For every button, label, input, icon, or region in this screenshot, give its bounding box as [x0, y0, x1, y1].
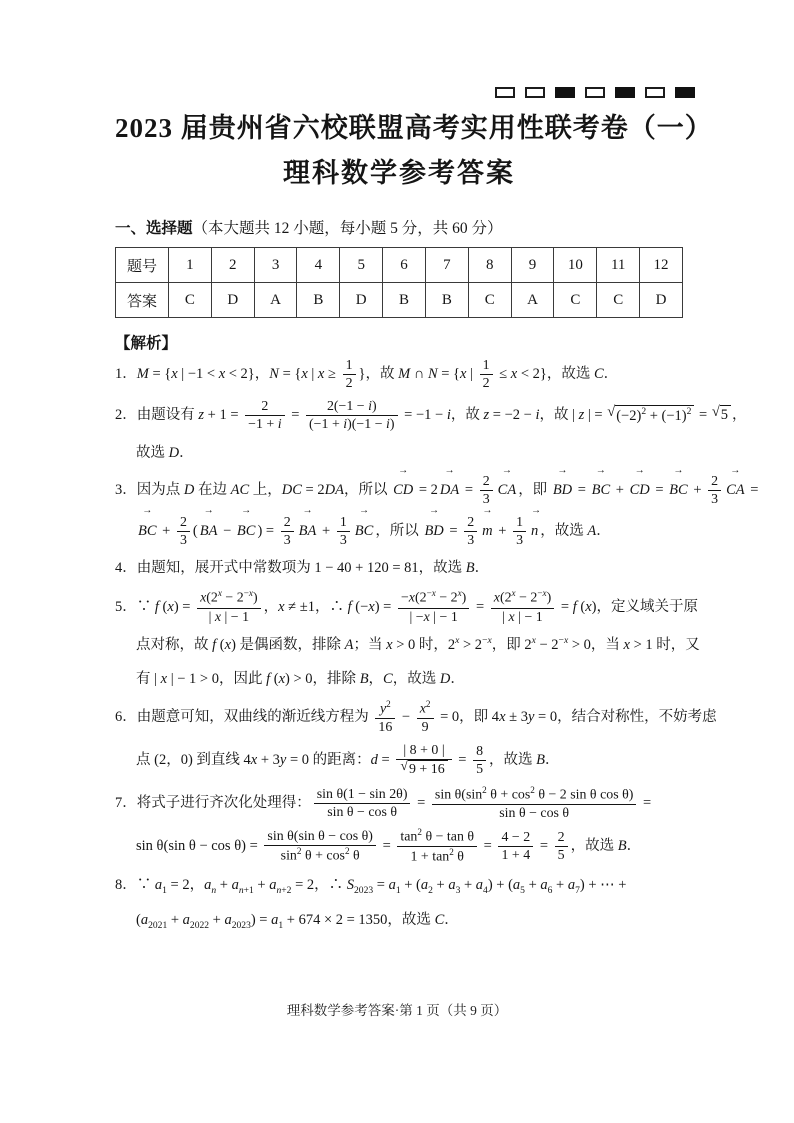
question-number-cell: 9: [511, 248, 554, 283]
solution-line: 点对称，故 f (x) 是偶函数，排除 A；当 x > 0 时，$2^x > 2^{-x}$，即 $2^x - 2^{-x} > 0$，当 x > 1 时，又: [136, 635, 700, 653]
answer-cell: B: [425, 283, 468, 318]
vector-overarrow: → BD: [424, 516, 443, 547]
answer-cell: C: [597, 283, 640, 318]
answer-table: [115, 247, 683, 318]
solution-line: 5．∵ f (x) = $\frac{x(2^x - 2^{-x})}{| x | - 1}$ ，x ≠ ±1，∴ f (−x) = $\frac{-x(2^{-x} - 2^x)}{| -x | - 1}$ = $\frac{x(2^x - 2^{-x})}{| x | - 1}$ = f (x)，定义域关于原: [115, 588, 698, 625]
solution-line: 故选 D．: [136, 444, 194, 461]
answer-cell: A: [511, 283, 554, 318]
table-row: [116, 248, 683, 283]
radical-icon: √: [607, 403, 616, 420]
answer-cell: A: [254, 283, 297, 318]
answer-cell: D: [340, 283, 383, 318]
section-heading: [115, 216, 683, 238]
solution-line: 1．M = {x | −1 < x < 2}，N = {x | x ≥ $\frac{1}{2}$ }，故 M ∩ N = {x | $\frac{1}{2}$ ≤ x < 2}，故选 C．: [115, 358, 619, 392]
solution-line: 4．由题知，展开式中常数项为 1 − 40 + 120 = 81，故选 B．: [115, 560, 490, 577]
vector-overarrow: → BA: [200, 516, 218, 547]
vector-overarrow: → m: [482, 516, 492, 547]
solution-item-3: [115, 472, 759, 551]
row-header: 答案: [116, 283, 169, 318]
solution-line: → BC + $\frac{2}{3}$ ( → BA − → BC ) = $\frac{2}{3}$ → BA + $\frac{1}{3}$ → BC ，所以 → BD = $\frac{2}{3}$ → m + $\frac{1}{3}$ → n ，故选 A．: [115, 513, 683, 551]
solution-item-7: [115, 784, 683, 867]
doc-title-line1: 2023 届贵州省六校联盟高考实用性联考卷（一）: [115, 113, 713, 143]
row-header: 题号: [116, 248, 169, 283]
vector-overarrow: → CA: [498, 475, 517, 506]
question-number-cell: 7: [425, 248, 468, 283]
solution-item-5: [115, 587, 700, 695]
answer-cell: B: [383, 283, 426, 318]
vector-overarrow: → CA: [726, 475, 745, 506]
solution-line: 6．由题意可知，双曲线的渐近线方程为 $\frac{y^2}{16}$ − $\frac{x^2}{9}$ = 0，即 4x ± 3y = 0，结合对称性，不妨考虑: [115, 699, 717, 736]
solution-line: 点 (2，0) 到直线 4x + 3y = 0 的距离：d = | 8 + 0 | √ 9 + 16 = $\frac{8}{5}$ ，故选 B．: [115, 741, 683, 781]
question-number-cell: 11: [597, 248, 640, 283]
vector-overarrow: → BC: [138, 516, 157, 547]
solution-line: 8．∵ $a_1 = 2$，$a_n + a_{n+1} + a_{n+2} = 2$，∴ $S_{2023} = a_1 + (a_2 + a_3 + a_4) + (a_5 + a_6 + a_7)$ + ⋯ +: [115, 877, 627, 897]
solution-item-8: [115, 870, 683, 936]
registration-mark-open: [495, 87, 515, 98]
radical-icon: √: [711, 404, 720, 421]
vector-overarrow: → BC: [237, 516, 256, 547]
analysis-label: 【解析】: [115, 335, 178, 352]
vector-overarrow: → BC: [355, 516, 374, 547]
answer-table-body: [116, 248, 683, 318]
registration-mark-open: [525, 87, 545, 98]
question-number-cell: 1: [169, 248, 212, 283]
solutions: [115, 356, 759, 936]
vector-overarrow: → BC: [592, 475, 611, 506]
solution-item-6: [115, 698, 717, 781]
question-number-cell: 6: [383, 248, 426, 283]
solution-item-1: [115, 356, 683, 394]
vector-overarrow: → CD: [630, 475, 650, 506]
section-label: 一、选择题: [115, 220, 193, 237]
answer-cell: C: [468, 283, 511, 318]
vector-overarrow: → n: [531, 516, 538, 547]
vector-overarrow: → DA: [440, 475, 459, 506]
solution-line: 7．将式子进行齐次化处理得： $\frac{\text{sin θ(1 − sin 2θ)}}{\text{sin θ − cos θ}}$ = $\frac{\sin \theta(\sin^2 \theta + \cos^2 \theta - 2 \sin \theta \cos \theta)}{\text{sin θ − cos θ}}$ =: [115, 784, 652, 821]
question-number-cell: 3: [254, 248, 297, 283]
solution-line: $(a_{2021} + a_{2022} + a_{2023}) = a_1 + 674 \times 2 = 1350$，故选 C．: [136, 911, 459, 931]
question-number-cell: 5: [340, 248, 383, 283]
solution-line: 有 | x | − 1 > 0，因此 f (x) > 0，排除 B，C，故选 D．: [136, 671, 465, 688]
registration-mark-open: [645, 87, 665, 98]
vector-overarrow: → CD: [393, 475, 413, 506]
solution-line: 3．因为点 D 在边 AC 上，DC = 2DA，所以 → CD = 2 → DA = $\frac{2}{3}$ → CA ，即 → BD = → BC + → CD = → BC + $\frac{2}{3}$ → CA =: [115, 472, 683, 510]
registration-mark-filled: [675, 87, 695, 98]
vector-overarrow: → BC: [669, 475, 688, 506]
registration-marks: [495, 87, 695, 98]
vector-overarrow: → BA: [299, 516, 317, 547]
page-footer: 理科数学参考答案·第 1 页（共 9 页）: [286, 1003, 508, 1018]
question-number-cell: 2: [211, 248, 254, 283]
answer-cell: B: [297, 283, 340, 318]
answer-cell: C: [554, 283, 597, 318]
registration-mark-open: [585, 87, 605, 98]
vector-overarrow: → BD: [553, 475, 572, 506]
answer-cell: D: [211, 283, 254, 318]
radical-icon: √: [400, 759, 408, 775]
solution-line: 2．由题设有 z + 1 = $\frac{2}{-1 + i}$ = $\frac{2(-1 - i)}{(-1 + i)(-1 - i)}$ = −1 − i，故 z = −2 − i，故 | z | = √ $(-2)^2 + (-1)^2$ = √ 5 ，: [115, 398, 747, 433]
answer-cell: D: [640, 283, 683, 318]
question-number-cell: 12: [640, 248, 683, 283]
answer-cell: C: [169, 283, 212, 318]
solution-item-4: [115, 553, 683, 584]
section-note: （本大题共 12 小题，每小题 5 分，共 60 分）: [192, 220, 503, 237]
solution-line: sin θ(sin θ − cos θ) = $\frac{\text{sin θ(sin θ − cos θ)}}{\sin^2 \theta + \cos^2 \theta}$ = $\frac{\tan^2 \theta - \tan \theta}{1 + \tan^2 \theta}$ = $\frac{4 - 2}{1 + 4}$ = $\frac{2}{5}$ ，故选 B．: [136, 827, 642, 865]
solution-item-2: [115, 397, 747, 469]
table-row: [116, 283, 683, 318]
question-number-cell: 4: [297, 248, 340, 283]
registration-mark-filled: [555, 87, 575, 98]
doc-title-line2: 理科数学参考答案: [283, 158, 515, 188]
question-number-cell: 10: [554, 248, 597, 283]
question-number-cell: 8: [468, 248, 511, 283]
registration-mark-filled: [615, 87, 635, 98]
